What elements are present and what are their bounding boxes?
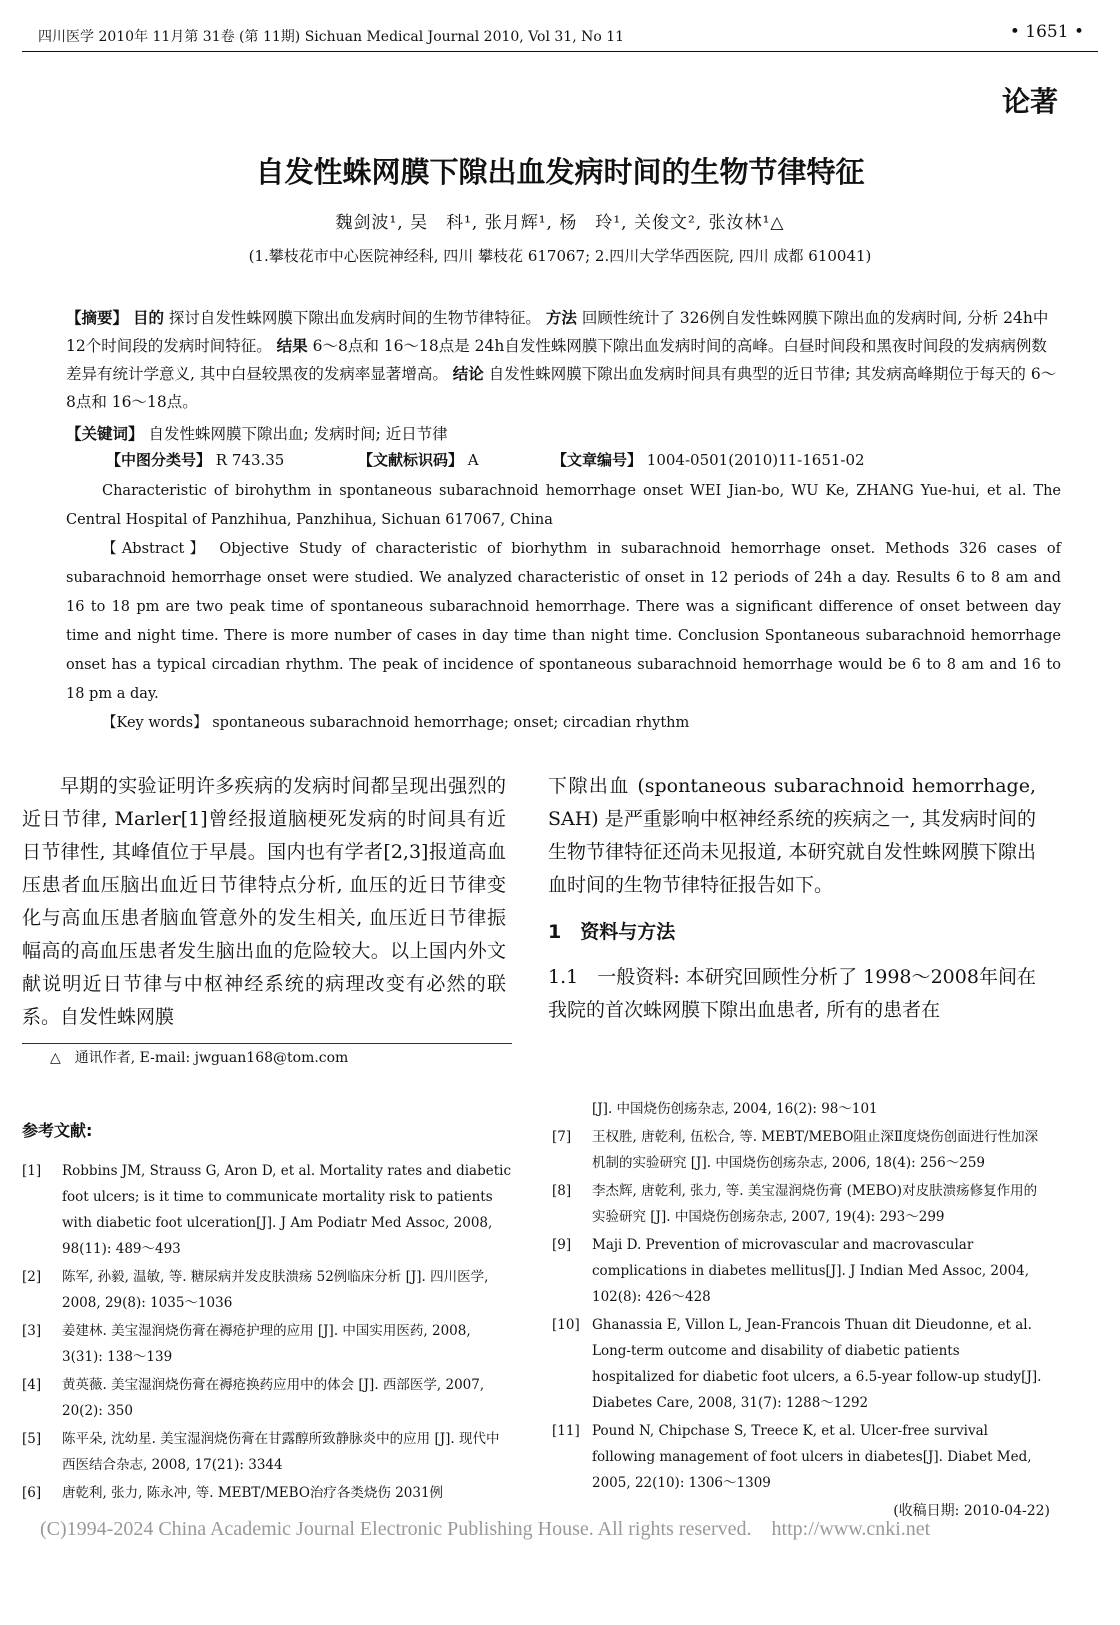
- reference-number: [5]: [22, 1431, 42, 1447]
- reference-text: Robbins JM, Strauss G, Aron D, et al. Mortality rates and diabetic foot ulcers; is it time to communicate mortality risk to patients with diabetic foot ulceration[J]. J Am Podiatr Med Assoc, 2008, 98(11): 489～493: [62, 1163, 512, 1257]
- running-header: 四川医学 2010年 11月第 31卷 (第 11期) Sichuan Medical Journal 2010, Vol 31, No 11: [38, 29, 625, 45]
- conclusion-label: 结论: [452, 365, 484, 383]
- body-right-column: [548, 770, 1036, 1027]
- reference-continuation: [J]. 中国烧伤创疡杂志, 2004, 16(2): 98～101: [592, 1101, 878, 1117]
- reference-item: [22, 1318, 512, 1370]
- abstract-label: 【摘要】: [66, 309, 129, 327]
- intro-continuation: 下隙出血 (spontaneous subarachnoid hemorrhage, SAH) 是严重影响中枢神经系统的疾病之一, 其发病时间的生物节律特征还尚未见报道, 本研究就自发性蛛网膜下隙出血时间的生物节律特征报告如下。: [548, 775, 1036, 896]
- reference-item: [22, 1264, 512, 1316]
- reference-text: 黄英薇. 美宝湿润烧伤膏在褥疮换药应用中的体会 [J]. 西部医学, 2007, 20(2): 350: [62, 1377, 485, 1419]
- results-label: 结果: [276, 337, 308, 355]
- reference-text: 李杰辉, 唐乾利, 张力, 等. 美宝湿润烧伤膏 (MEBO)对皮肤溃疡修复作用的实验研究 [J]. 中国烧伤创疡杂志, 2007, 19(4): 293～299: [592, 1183, 1038, 1225]
- conclusion-text: 自发性蛛网膜下隙出血发病时间具有典型的近日节律; 其发病高峰期位于每天的 6～8点和 16～18点。: [66, 365, 1057, 411]
- reference-text: Ghanassia E, Villon L, Jean-Francois Thuan dit Dieudonne, et al. Long-term outcome and disability of diabetic patients hospitalized for diabetic foot ulcers, a 6.5-year follow-up study[J]. Diabetes Care, 2008, 31(7): 1288～1292: [592, 1317, 1042, 1411]
- reference-number: [3]: [22, 1323, 42, 1339]
- results-text: 6～8点和 16～18点是 24h自发性蛛网膜下隙出血发病时间的高峰。白昼时间段和黑夜时间段的发病病例数差异有统计学意义, 其中白昼较黑夜的发病率显著增高。: [66, 337, 1047, 383]
- english-keywords: 【Key words】 spontaneous subarachnoid hemorrhage; onset; circadian rhythm: [102, 715, 690, 731]
- reference-text: 姜建林. 美宝湿润烧伤膏在褥疮护理的应用 [J]. 中国实用医药, 2008, 3(31): 138～139: [62, 1323, 471, 1365]
- paragraph-1-1: 1.1 一般资料: 本研究回顾性分析了 1998～2008年间在我院的首次蛛网膜下隙出血患者, 所有的患者在: [548, 966, 1036, 1021]
- cn-keywords: [66, 420, 1061, 448]
- methods-text: 回顾性统计了 326例自发性蛛网膜下隙出血的发病时间, 分析 24h中 12个时间段的发病时间特征。: [66, 309, 1049, 355]
- article-title: 自发性蛛网膜下隙出血发病时间的生物节律特征: [255, 155, 865, 189]
- reference-number: [9]: [552, 1237, 572, 1253]
- affiliation: (1.攀枝花市中心医院神经科, 四川 攀枝花 617067; 2.四川大学华西医院, 四川 成都 610041): [248, 247, 872, 265]
- reference-number: [7]: [552, 1129, 572, 1145]
- reference-item: [552, 1312, 1042, 1416]
- section-label: 论著: [1001, 85, 1058, 118]
- received-date: (收稿日期: 2010-04-22): [893, 1503, 1050, 1519]
- intro-paragraph: 早期的实验证明许多疾病的发病时间都呈现出强烈的近日节律, Marler[1]曾经报道脑梗死发病的时间具有近日节律性, 其峰值位于早晨。国内也有学者[2,3]报道高血压患者血压脑出血近日节律特点分析, 血压的近日节律变化与高血压患者脑血管意外的发生相关, 血压近日节律振幅高的高血压患者发生脑出血的危险较大。以上国内外文献说明近日节律与中枢神经系统的病理改变有必然的联系。自发性蛛网膜: [22, 775, 506, 1028]
- reference-item: [552, 1124, 1042, 1176]
- reference-number: [1]: [22, 1163, 42, 1179]
- reference-text: Pound N, Chipchase S, Treece K, et al. Ulcer-free survival following management of foot ulcers in diabetes[J]. Diabet Med, 2005, 22(10): 1306～1309: [592, 1423, 1032, 1491]
- english-title-line: Characteristic of birohythm in spontaneous subarachnoid hemorrhage onset WEI Jian-bo, WU Ke, ZHANG Yue-hui, et al. The Central Hospital of Panzhihua, Panzhihua, Sichuan 617067, China: [66, 483, 1061, 528]
- reference-text: 陈平朵, 沈幼星. 美宝湿润烧伤膏在甘露醇所致静脉炎中的应用 [J]. 现代中西医结合杂志, 2008, 17(21): 3344: [62, 1431, 500, 1473]
- references-left-column: [22, 1158, 512, 1506]
- reference-text: 王权胜, 唐乾利, 伍松合, 等. MEBT/MEBO阻止深Ⅱ度烧伤创面进行性加深机制的实验研究 [J]. 中国烧伤创疡杂志, 2006, 18(4): 256～259: [592, 1129, 1039, 1171]
- reference-number: [4]: [22, 1377, 42, 1393]
- footnote-rule: [22, 1043, 512, 1044]
- english-abstract: 【Abstract】 Objective Study of characteristic of biorhythm in subarachnoid hemorrhage onset. Methods 326 cases of subarachnoid hemorrhage onset were studied. We analyzed characteristic of onset in 12 periods of 24h a day. Results 6 to 8 am and 16 to 18 pm are two peak time of spontaneous subarachnoid hemorrhage. There was a significant difference of onset between day time and night time. There is more number of cases in day time than night time. Conclusion Spontaneous subarachnoid hemorrhage onset has a typical circadian rhythm. The peak of incidence of spontaneous subarachnoid hemorrhage would be 6 to 8 am and 16 to 18 pm a day.: [66, 541, 1061, 702]
- reference-item: [22, 1426, 512, 1478]
- authors: 魏剑波¹, 吴 科¹, 张月辉¹, 杨 玲¹, 关俊文², 张汝林¹△: [335, 213, 785, 233]
- clc-value: R 743.35: [215, 451, 285, 469]
- reference-item: [22, 1158, 512, 1262]
- keywords-label: 【关键词】: [66, 425, 144, 443]
- cn-abstract: [66, 304, 1061, 416]
- page-number: • 1651 •: [1009, 22, 1084, 42]
- corresponding-author-footnote: △ 通讯作者, E-mail: jwguan168@tom.com: [50, 1050, 349, 1066]
- reference-number: [6]: [22, 1485, 42, 1501]
- reference-item: [552, 1232, 1042, 1310]
- doc-code-value: A: [467, 451, 479, 469]
- reference-item: [22, 1372, 512, 1424]
- doc-code-label: 【文献标识码】: [358, 451, 464, 469]
- references-title: 参考文献:: [22, 1121, 93, 1140]
- article-number-field: [552, 449, 865, 470]
- methods-label: 方法: [545, 309, 577, 327]
- english-block: [66, 477, 1061, 738]
- reference-number: [8]: [552, 1183, 572, 1199]
- doc-code-field: [358, 449, 479, 470]
- objective-text: 探讨自发性蛛网膜下隙出血发病时间的生物节律特征。: [168, 309, 541, 327]
- body-left-column: [22, 770, 506, 1034]
- keywords-text: 自发性蛛网膜下隙出血; 发病时间; 近日节律: [148, 425, 448, 443]
- reference-item: [552, 1418, 1042, 1496]
- reference-text: Maji D. Prevention of microvascular and macrovascular complications in diabetes mellitus[J]. J Indian Med Assoc, 2004, 102(8): 426～428: [592, 1237, 1030, 1305]
- clc-label: 【中图分类号】: [106, 451, 212, 469]
- reference-number: [10]: [552, 1317, 580, 1333]
- reference-number: [2]: [22, 1269, 42, 1285]
- header-rule: [22, 51, 1098, 52]
- references-right-column: [552, 1096, 1042, 1496]
- article-number-label: 【文章编号】: [552, 451, 643, 469]
- reference-number: [11]: [552, 1423, 580, 1439]
- reference-text: 唐乾利, 张力, 陈永冲, 等. MEBT/MEBO治疗各类烧伤 2031例: [62, 1485, 444, 1501]
- article-number-value: 1004-0501(2010)11-1651-02: [646, 451, 865, 469]
- reference-item: [552, 1178, 1042, 1230]
- copyright-watermark: (C)1994-2024 China Academic Journal Electronic Publishing House. All rights reserved. http://www.cnki.net: [40, 1518, 931, 1540]
- reference-item: [22, 1480, 512, 1506]
- clc-field: [106, 449, 284, 470]
- objective-label: 目的: [132, 309, 164, 327]
- reference-text: 陈军, 孙毅, 温敏, 等. 糖尿病并发皮肤溃疡 52例临床分析 [J]. 四川医学, 2008, 29(8): 1035～1036: [62, 1269, 489, 1311]
- section-heading-methods: 1 资料与方法: [548, 921, 676, 943]
